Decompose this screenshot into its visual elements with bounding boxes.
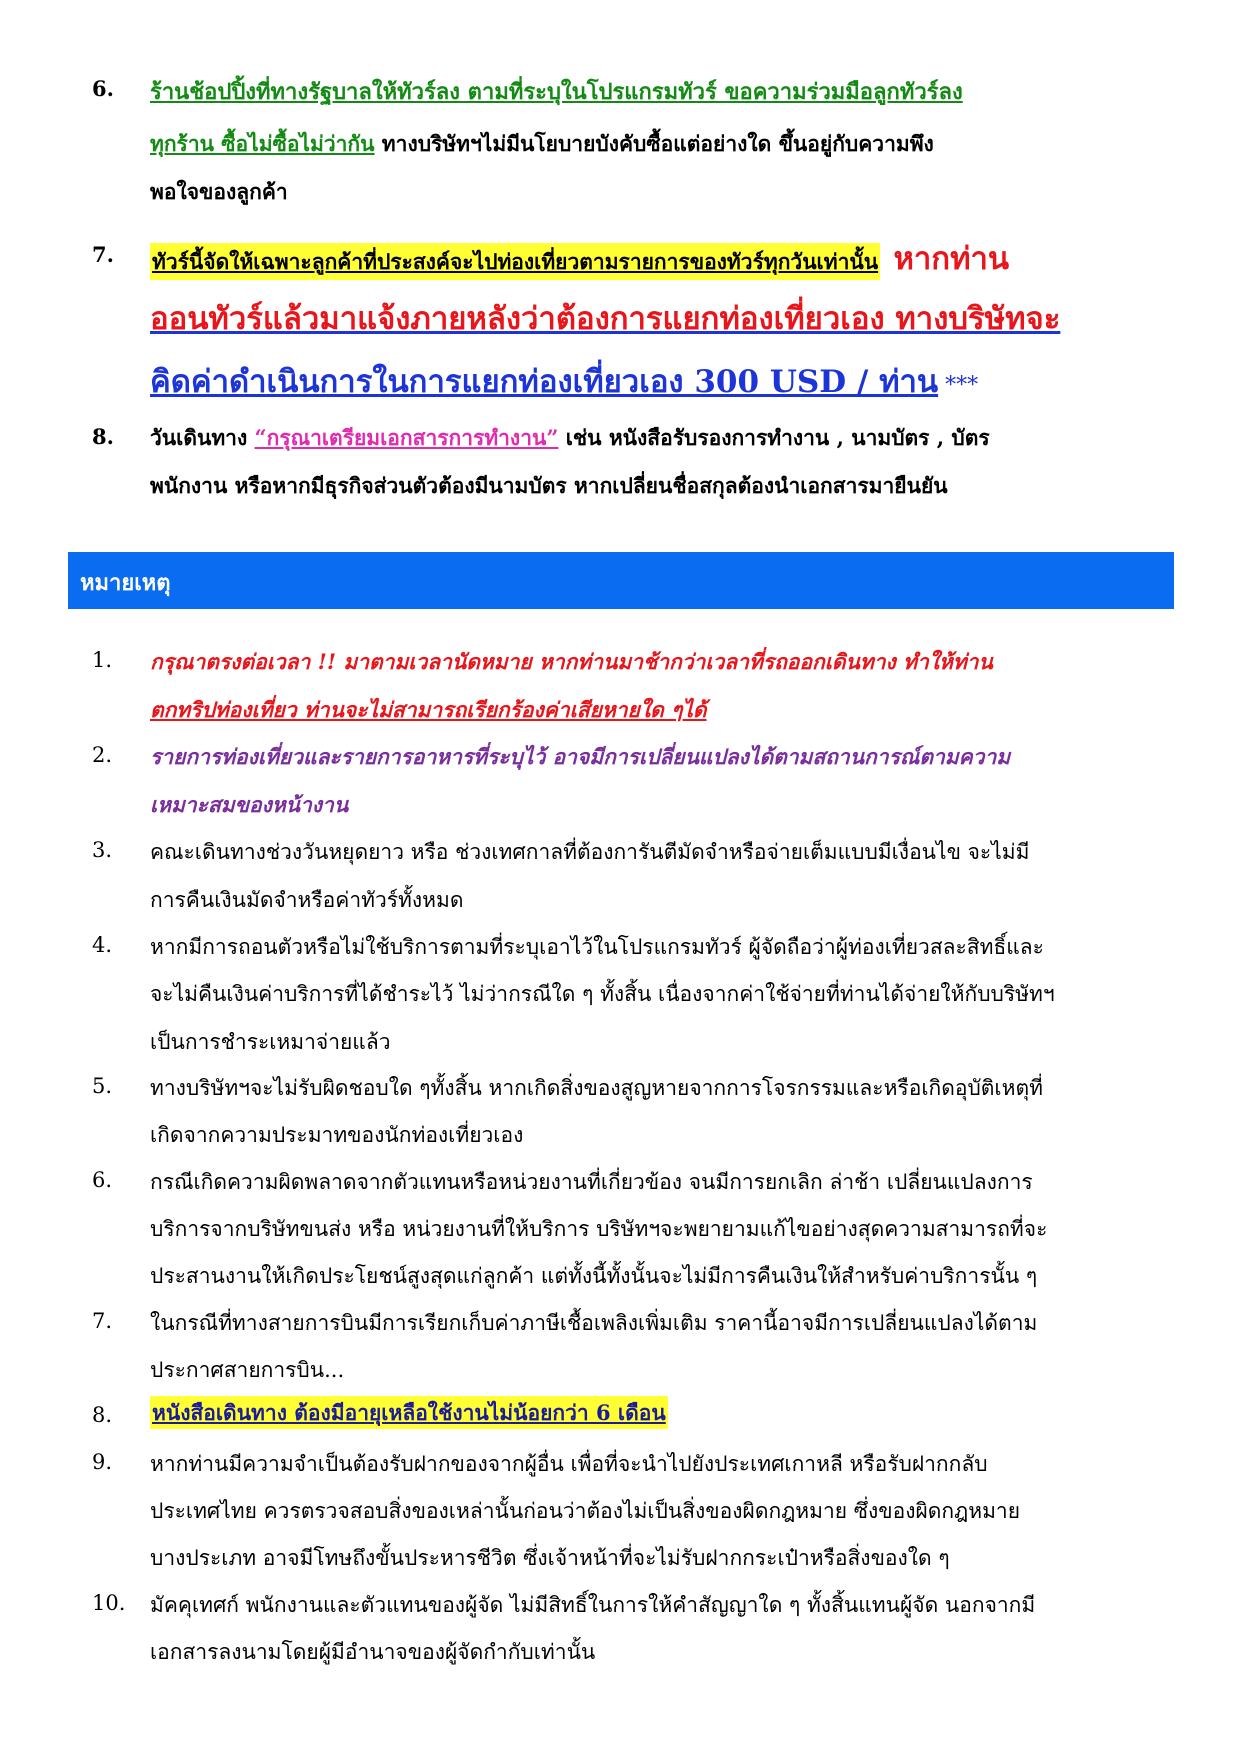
item-line: พอใจของลูกค้า (150, 179, 288, 204)
item-line: กรุณาตรงต่อเวลา !! มาตามเวลานัดหมาย หากท่านมาช้ากว่าเวลาที่รถออกเดินทาง ทำให้ท่าน (150, 649, 993, 674)
item-line (150, 233, 1009, 283)
item-number: 7. (92, 1309, 113, 1333)
item-line: การคืนเงินมัดจำหรือค่าทัวร์ทั้งหมด (150, 888, 464, 912)
prepare-documents-text: “กรุณาเตรียมเอกสารการทำงาน” (254, 425, 559, 450)
item-number: 6. (92, 1168, 113, 1192)
item-line: พนักงาน หรือหากมีธุรกิจส่วนตัวต้องมีนามบัตร หากเปลี่ยนชื่อสกุลต้องนำเอกสารมายืนยัน (150, 473, 948, 498)
documents-examples: เช่น หนังสือรับรองการทำงาน , นามบัตร , บัตร (558, 425, 990, 450)
item-line: เหมาะสมของหน้างาน (150, 792, 349, 817)
item-number: 10. (92, 1591, 126, 1615)
item-number: 8. (92, 1403, 113, 1427)
item-line (150, 128, 934, 161)
item-number: 6. (92, 76, 114, 101)
item-line (150, 74, 963, 109)
item-line (150, 293, 1060, 343)
item-line: หากมีการถอนตัวหรือไม่ใช้บริการตามที่ระบุเอาไว้ในโปรแกรมทัวร์ ผู้จัดถือว่าผู้ท่องเที่ยวสละสิทธิ์และ (150, 935, 1044, 959)
item-line: ประเทศไทย ควรตรวจสอบสิ่งของเหล่านั้นก่อนว่าต้องไม่เป็นสิ่งของผิดกฎหมาย ซึ่งของผิดกฎหมาย (150, 1499, 1021, 1523)
highlighted-tour-condition: ทัวร์นี้จัดให้เฉพาะลูกค้าที่ประสงค์จะไปท่องเที่ยวตามรายการของทัวร์ทุกวันเท่านั้น (150, 243, 880, 280)
shopping-note-green-2: ทุกร้าน ซื้อไม่ซื้อไม่ว่ากัน (150, 131, 375, 156)
item-line (150, 1397, 668, 1430)
item-line: มัคคุเทศก์ พนักงานและตัวแทนของผู้จัด ไม่มีสิทธิ์ในการให้คำสัญญาใด ๆ ทั้งสิ้นแทนผู้จัด นอกจากมี (150, 1593, 1036, 1617)
item-line: เป็นการชำระเหมาจ่ายแล้ว (150, 1030, 391, 1054)
item-line: ประสานงานให้เกิดประโยชน์สูงสุดแก่ลูกค้า แต่ทั้งนี้ทั้งนั้นจะไม่มีการคืนเงินให้สำหรับค่าบริการนั้น ๆ (150, 1264, 1038, 1288)
red-warning-text: หากท่าน (893, 241, 1010, 277)
remarks-title: หมายเหตุ (80, 570, 171, 596)
shopping-policy-text: ทางบริษัทฯไม่มีนโยบายบังคับซื้อแต่อย่างใด ขึ้นอยู่กับความพึง (374, 131, 934, 156)
item-line: จะไม่คืนเงินค่าบริการที่ได้ชำระไว้ ไม่ว่ากรณีใด ๆ ทั้งสิ้น เนื่องจากค่าใช้จ่ายที่ท่านได้จ่ายให้กับบริษัทฯ (150, 982, 1055, 1006)
passport-validity-note: หนังสือเดินทาง ต้องมีอายุเหลือใช้งานไม่น้อยกว่า 6 เดือน (150, 1396, 668, 1429)
item-line: ตกทริปท่องเที่ยว ท่านจะไม่สามารถเรียกร้องค่าเสียหายใด ๆได้ (150, 697, 707, 722)
travel-day-label: วันเดินทาง (150, 425, 255, 450)
item-line: รายการท่องเที่ยวและรายการอาหารที่ระบุไว้ อาจมีการเปลี่ยนแปลงได้ตามสถานการณ์ตามความ (150, 744, 1011, 769)
item-line (150, 356, 978, 406)
item-line (150, 422, 990, 455)
item-number: 4. (92, 933, 113, 957)
item-line: ประกาศสายการบิน... (150, 1358, 345, 1382)
item-line: คณะเดินทางช่วงวันหยุดยาว หรือ ช่วงเทศกาลที่ต้องการันตีมัดจำหรือจ่ายเต็มแบบมีเงื่อนไข จะไม่มี (150, 840, 1030, 864)
item-number: 3. (92, 838, 113, 862)
item-number: 9. (92, 1450, 113, 1474)
item-number: 1. (92, 648, 113, 672)
item-number: 8. (92, 424, 114, 449)
item-line: บางประเภท อาจมีโทษถึงขั้นประหารชีวิต ซึ่งเจ้าหน้าที่จะไม่รับฝากกระเป๋าหรือสิ่งของใด ๆ (150, 1546, 950, 1570)
item-line: หากท่านมีความจำเป็นต้องรับฝากของจากผู้อื่น เพื่อที่จะนำไปยังประเทศเกาหลี หรือรับฝากกลับ (150, 1452, 988, 1476)
remarks-banner (68, 552, 1174, 609)
item-number: 5. (92, 1074, 113, 1098)
item-line: ทางบริษัทฯจะไม่รับผิดชอบใด ๆทั้งสิ้น หากเกิดสิ่งของสูญหายจากการโจรกรรมและหรือเกิดอุบัติเหตุที่ (150, 1076, 1043, 1100)
item-number: 7. (92, 242, 114, 267)
separate-tour-fee: คิดค่าดำเนินการในการแยกท่องเที่ยวเอง 300 USD / ท่าน (150, 364, 939, 400)
item-number: 2. (92, 743, 113, 767)
red-warning-text-2: ออนทัวร์แล้วมาแจ้งภายหลังว่าต้องการแยกท่องเที่ยวเอง ทางบริษัทจะ (150, 301, 1061, 337)
item-line: เอกสารลงนามโดยผู้มีอำนาจของผู้จัดกำกับเท่านั้น (150, 1640, 596, 1664)
asterisks: *** (938, 373, 979, 398)
item-line: ในกรณีที่ทางสายการบินมีการเรียกเก็บค่าภาษีเชื้อเพลิงเพิ่มเติม ราคานี้อาจมีการเปลี่ยนแปลงได้ตาม (150, 1311, 1038, 1335)
item-line: เกิดจากความประมาทของนักท่องเที่ยวเอง (150, 1123, 524, 1147)
shopping-note-green: ร้านช้อปปิ้งที่ทางรัฐบาลให้ทัวร์ลง ตามที่ระบุในโปรแกรมทัวร์ ขอความร่วมมือลูกทัวร์ลง (150, 79, 963, 105)
item-line: บริการจากบริษัทขนส่ง หรือ หน่วยงานที่ให้บริการ บริษัทฯจะพยายามแก้ไขอย่างสุดความสามารถที่จะ (150, 1217, 1048, 1241)
item-line: กรณีเกิดความผิดพลาดจากตัวแทนหรือหน่วยงานที่เกี่ยวข้อง จนมีการยกเลิก ล่าช้า เปลี่ยนแปลงการ (150, 1170, 1033, 1194)
